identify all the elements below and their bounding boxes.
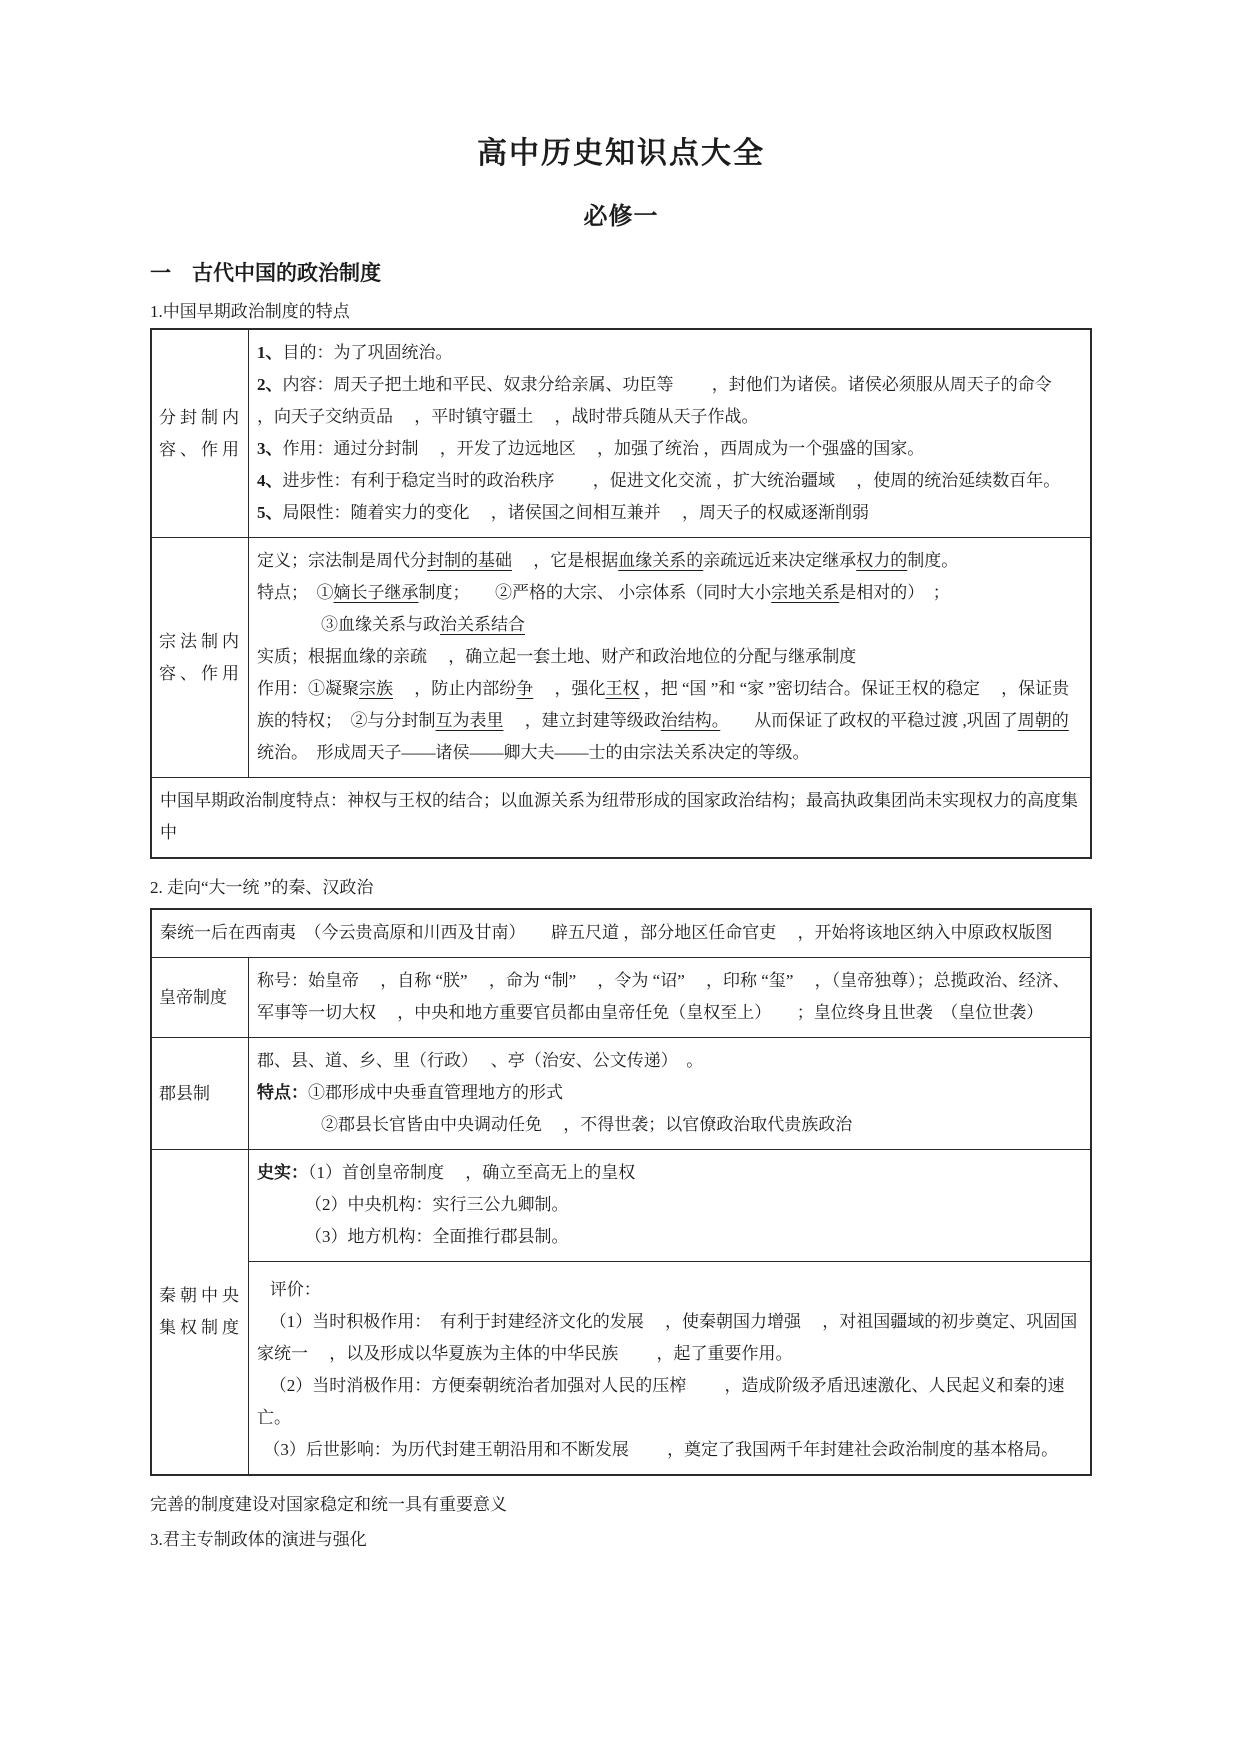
doc-title: 高中历史知识点大全	[477, 137, 765, 170]
underlined-text: 宗族	[359, 679, 393, 698]
text-line	[257, 369, 1078, 433]
subsection-heading-3: 3.君主专制政体的演进与强化	[150, 1530, 367, 1549]
text-segment: （1）当时积极作用： 有利于封建经济文化的发展 ，使秦朝国力增强 ，对祖国疆域的初步奠定、巩固国家统一 ，以及形成以华夏族为主体的中华民族 ，起了重要作用。	[257, 1312, 1078, 1363]
cell-block	[249, 958, 1090, 1037]
row-content-cell	[249, 958, 1090, 1037]
row-header-cell: 秦朝中央集权制度	[152, 1150, 249, 1474]
underlined-text: 治结构。	[660, 711, 721, 730]
text-line	[257, 1157, 1078, 1189]
text-segment: 特点； ①	[257, 583, 334, 602]
text-segment: （2）当时消极作用：方便秦朝统治者加强对人民的压榨 ，造成阶级矛盾迅速激化、人民起义和秦的速亡。	[257, 1376, 1065, 1427]
text-segment: 亲疏远近来决定继承	[703, 551, 857, 570]
text-line	[257, 433, 1078, 465]
text-segment: 从而保证了政权的平稳过渡 ,巩固了	[720, 711, 1018, 730]
text-line	[257, 1370, 1078, 1434]
text-line	[257, 1045, 1078, 1077]
text-line	[257, 965, 1078, 1029]
underlined-text: 互为表里	[435, 711, 504, 730]
row-header-cell: 宗法制内容、作用	[152, 538, 249, 777]
table-row	[152, 537, 1090, 777]
cell-block	[152, 778, 1090, 857]
text-line	[257, 1077, 1078, 1109]
doc-subtitle: 必修一	[583, 204, 659, 230]
bold-text: 史实：	[257, 1163, 308, 1182]
row-content-cell	[249, 1038, 1090, 1149]
text-line	[257, 1221, 1078, 1253]
text-segment: 局限性：随着实力的变化 ，诸侯国之间相互兼并 ，周天子的权威逐渐削弱	[282, 503, 869, 522]
text-line	[257, 1434, 1078, 1466]
table-row	[152, 910, 1090, 957]
text-segment: ，建立封建等级政	[503, 711, 661, 730]
text-segment: 秦统一后在西南夷 （今云贵高原和川西及甘南） 辟五尺道 ，部分地区任命官吏 ，开始将该地区纳入中原政权版图	[160, 923, 1053, 942]
text-line	[257, 1189, 1078, 1221]
text-line	[257, 545, 1078, 577]
underlined-text: 争	[516, 679, 534, 698]
text-line	[160, 785, 1078, 849]
table-early-political-system	[150, 328, 1092, 859]
text-segment: 定义；宗法制是周代分	[257, 551, 427, 570]
bold-text: 5、	[257, 503, 283, 522]
text-segment: 评价：	[269, 1280, 321, 1299]
text-line	[257, 609, 1078, 641]
bold-text: 4、	[257, 471, 283, 490]
closing-note: 完善的制度建设对国家稳定和统一具有重要意义	[150, 1495, 507, 1514]
text-line	[257, 1274, 1078, 1306]
text-segment: （3）后世影响：为历代封建王朝沿用和不断发展 ，奠定了我国两千年封建社会政治制度的基本格局。	[263, 1440, 1059, 1459]
underlined-text: 嫡长子继承	[333, 583, 419, 602]
row-header-cell: 郡县制	[152, 1038, 249, 1149]
text-line	[257, 577, 1078, 609]
text-segment: ，把 “国 ”和 “家 ”密切结合。保证王权的稳定 ，保证贵族的特权； ②与分封制	[257, 679, 1070, 730]
text-segment: （3）地方机构：全面推行郡县制。	[305, 1227, 569, 1246]
text-line	[160, 917, 1078, 949]
row-header-cell: 皇帝制度	[152, 958, 249, 1037]
text-segment: 称号：始皇帝 ，自称 “朕” ，命为 “制” ，令为 “诏” ，印称 “玺” ，（皇帝独尊）；总揽政治、经济、军事等一切大权 ，中央和地方重要官员都由皇帝任免（皇权至上） ；皇位终身且世袭 （皇位世袭）	[257, 971, 1070, 1022]
text-line	[257, 337, 1078, 369]
section-heading: 一 古代中国的政治制度	[150, 261, 381, 285]
bold-text: 3、	[257, 439, 283, 458]
text-line	[257, 497, 1078, 529]
bold-text: 1、	[257, 343, 283, 362]
cell-block	[249, 330, 1090, 537]
text-segment: （2）中央机构：实行三公九卿制。	[305, 1195, 569, 1214]
table-row	[152, 1149, 1090, 1474]
table-row	[152, 777, 1090, 857]
text-segment: 统治。 形成周天子——诸侯——卿大夫——士的由宗法关系决定的等级。	[257, 743, 810, 762]
cell-block	[249, 1038, 1090, 1149]
text-segment: ，它是根据	[512, 551, 619, 570]
text-segment: ，强化	[533, 679, 606, 698]
subsection-heading-1: 1.中国早期政治制度的特点	[150, 302, 350, 321]
subsection-heading-2: 2. 走向“大一统 ”的秦、汉政治	[150, 878, 374, 897]
text-line	[257, 465, 1078, 497]
text-segment: 制度； ②严格的大宗、 小宗体系（同时大小	[418, 583, 772, 602]
row-full-cell	[152, 910, 1090, 957]
text-segment: 中国早期政治制度特点：神权与王权的结合；以血源关系为纽带形成的国家政治结构；最高执政集团尚未实现权力的高度集中	[160, 791, 1078, 842]
bold-text: 特点：	[257, 1083, 308, 1102]
text-segment: 实质；根据血缘的亲疏 ，确立起一套土地、财产和政治地位的分配与继承制度	[257, 647, 857, 666]
text-segment: （1）首创皇帝制度 ，确立至高无上的皇权	[308, 1163, 636, 1182]
text-segment: 进步性：有利于稳定当时的政治秩序 ，促进文化交流 ，扩大统治疆域 ，使周的统治延续数百年。	[282, 471, 1061, 490]
cell-block	[249, 538, 1090, 777]
underlined-text: 封制的基础	[427, 551, 512, 570]
cell-block	[249, 1150, 1090, 1261]
underlined-text: 宗地关系	[771, 583, 840, 602]
text-line	[257, 641, 1078, 673]
text-segment: 作用：①凝聚	[257, 679, 359, 698]
row-full-cell	[152, 778, 1090, 857]
underlined-text: 治关系结合	[440, 615, 525, 634]
table-row	[152, 957, 1090, 1037]
text-segment: 目的：为了巩固统治。	[282, 343, 453, 362]
text-segment: 作用：通过分封制 ，开发了边远地区 ，加强了统治 ，西周成为一个强盛的国家。	[282, 439, 925, 458]
bold-text: 2、	[257, 375, 283, 394]
text-segment: 内容：周天子把土地和平民、奴隶分给亲属、功臣等 ，封他们为诸侯。诸侯必须服从周天子的命令 ，向天子交纳贡品 ，平时镇守疆土 ，战时带兵随从天子作战。	[257, 375, 1073, 426]
text-segment: ，防止内部纷	[393, 679, 517, 698]
text-segment: 制度。	[907, 551, 959, 570]
text-segment: ①郡形成中央垂直管理地方的形式	[308, 1083, 563, 1102]
row-header-cell: 分封制内容、作用	[152, 330, 249, 537]
text-segment: ②郡县长官皆由中央调动任免 ，不得世袭；以官僚政治取代贵族政治	[321, 1115, 853, 1134]
underlined-text: 周朝的	[1017, 711, 1069, 730]
row-content-cell	[249, 1150, 1090, 1474]
text-segment: 郡、县、道、乡、里（行政） 、亭（治安、公文传递） 。	[257, 1051, 704, 1070]
text-line	[257, 673, 1078, 769]
underlined-text: 血缘关系的	[618, 551, 704, 570]
table-qin-han-politics	[150, 908, 1092, 1476]
text-line	[257, 1109, 1078, 1141]
table-row	[152, 1037, 1090, 1149]
table-row	[152, 330, 1090, 537]
underlined-text: 权力的	[856, 551, 908, 570]
text-segment: 是相对的） ；	[839, 583, 950, 602]
text-segment: ③血缘关系与政	[321, 615, 440, 634]
underlined-text: 王权	[605, 679, 640, 698]
cell-block	[249, 1261, 1090, 1474]
cell-block	[152, 910, 1090, 957]
text-line	[257, 1306, 1078, 1370]
row-content-cell	[249, 538, 1090, 777]
row-content-cell	[249, 330, 1090, 537]
